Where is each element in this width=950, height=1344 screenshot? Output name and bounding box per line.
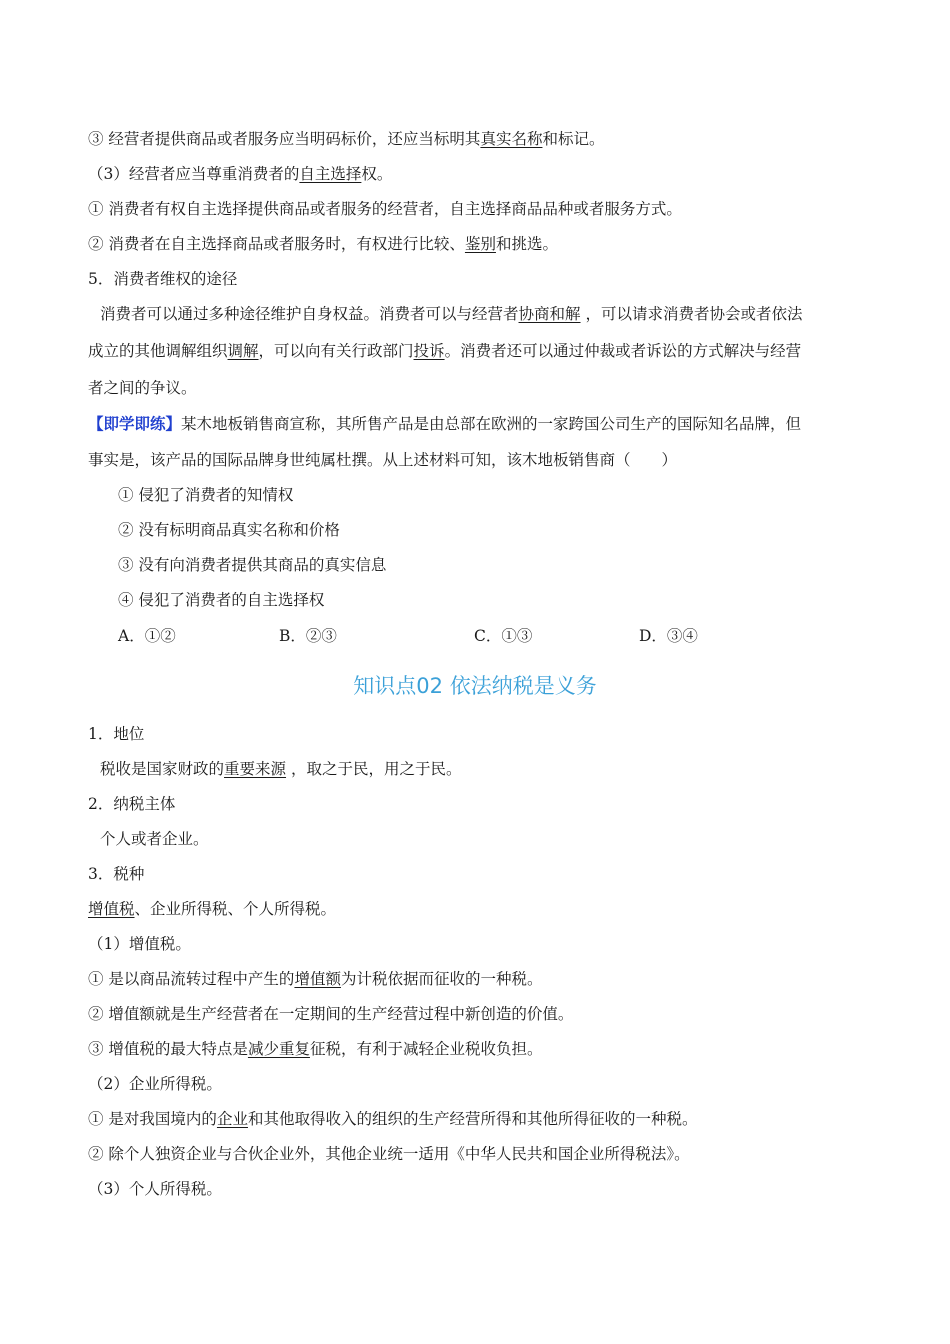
option-a: A．①② <box>118 627 176 645</box>
text-line: ② 消费者在自主选择商品或者服务时，有权进行比较、鉴别和挑选。 <box>88 235 558 253</box>
text-line: ③ 经营者提供商品或者服务应当明码标价，还应当标明其真实名称和标记。 <box>88 130 605 148</box>
text-line: ① 是对我国境内的企业和其他取得收入的组织的生产经营所得和其他所得征收的一种税。 <box>88 1110 698 1128</box>
exercise-tag: 【即学即练】 <box>88 414 182 433</box>
text-line: 个人或者企业。 <box>100 830 209 848</box>
text-line: （1）增值税。 <box>88 935 191 953</box>
section-heading: 2．纳税主体 <box>88 795 176 813</box>
text-line: （2）企业所得税。 <box>88 1075 222 1093</box>
statement-item: ④ 侵犯了消费者的自主选择权 <box>118 591 325 609</box>
text-line: ② 除个人独资企业与合伙企业外，其他企业统一适用《中华人民共和国企业所得税法》。 <box>88 1145 690 1163</box>
text-line: ① 是以商品流转过程中产生的增值额为计税依据而征收的一种税。 <box>88 970 543 988</box>
statement-item: ① 侵犯了消费者的知情权 <box>118 486 294 504</box>
text-line: 税收是国家财政的重要来源 ，取之于民，用之于民。 <box>100 760 462 778</box>
statement-item: ③ 没有向消费者提供其商品的真实信息 <box>118 556 387 574</box>
text-line: 消费者可以通过多种途径维护自身权益。消费者可以与经营者协商和解 ，可以请求消费者协会或者依法 <box>100 305 803 323</box>
text-line: 者之间的争议。 <box>88 379 197 397</box>
text-line: ① 消费者有权自主选择提供商品或者服务的经营者，自主选择商品品种或者服务方式。 <box>88 200 682 218</box>
section-heading: 1．地位 <box>88 725 145 743</box>
section-title: 知识点02 依法纳税是义务 <box>353 674 597 698</box>
text-line: （3）个人所得税。 <box>88 1180 222 1198</box>
option-c: C．①③ <box>474 627 533 645</box>
text-line: （3）经营者应当尊重消费者的自主选择权。 <box>88 165 393 183</box>
option-d: D．③④ <box>639 627 698 645</box>
text-line: 事实是，该产品的国际品牌身世纯属杜撰。从上述材料可知，该木地板销售商（ ） <box>88 451 678 469</box>
section-heading: 5．消费者维权的途径 <box>88 270 238 288</box>
text-line: 成立的其他调解组织调解，可以向有关行政部门投诉。消费者还可以通过仲裁或者诉讼的方式解决与经营 <box>88 342 802 360</box>
text-line: ② 增值额就是生产经营者在一定期间的生产经营过程中新创造的价值。 <box>88 1005 574 1023</box>
section-heading: 3．税种 <box>88 865 145 883</box>
statement-item: ② 没有标明商品真实名称和价格 <box>118 521 340 539</box>
text-line: 增值税、企业所得税、个人所得税。 <box>88 900 337 918</box>
exercise-question: 【即学即练】某木地板销售商宣称，其所售产品是由总部在欧洲的一家跨国公司生产的国际知名品牌，但 <box>88 414 802 433</box>
option-b: B．②③ <box>279 627 337 645</box>
text-line: ③ 增值税的最大特点是减少重复征税，有利于减轻企业税收负担。 <box>88 1040 543 1058</box>
